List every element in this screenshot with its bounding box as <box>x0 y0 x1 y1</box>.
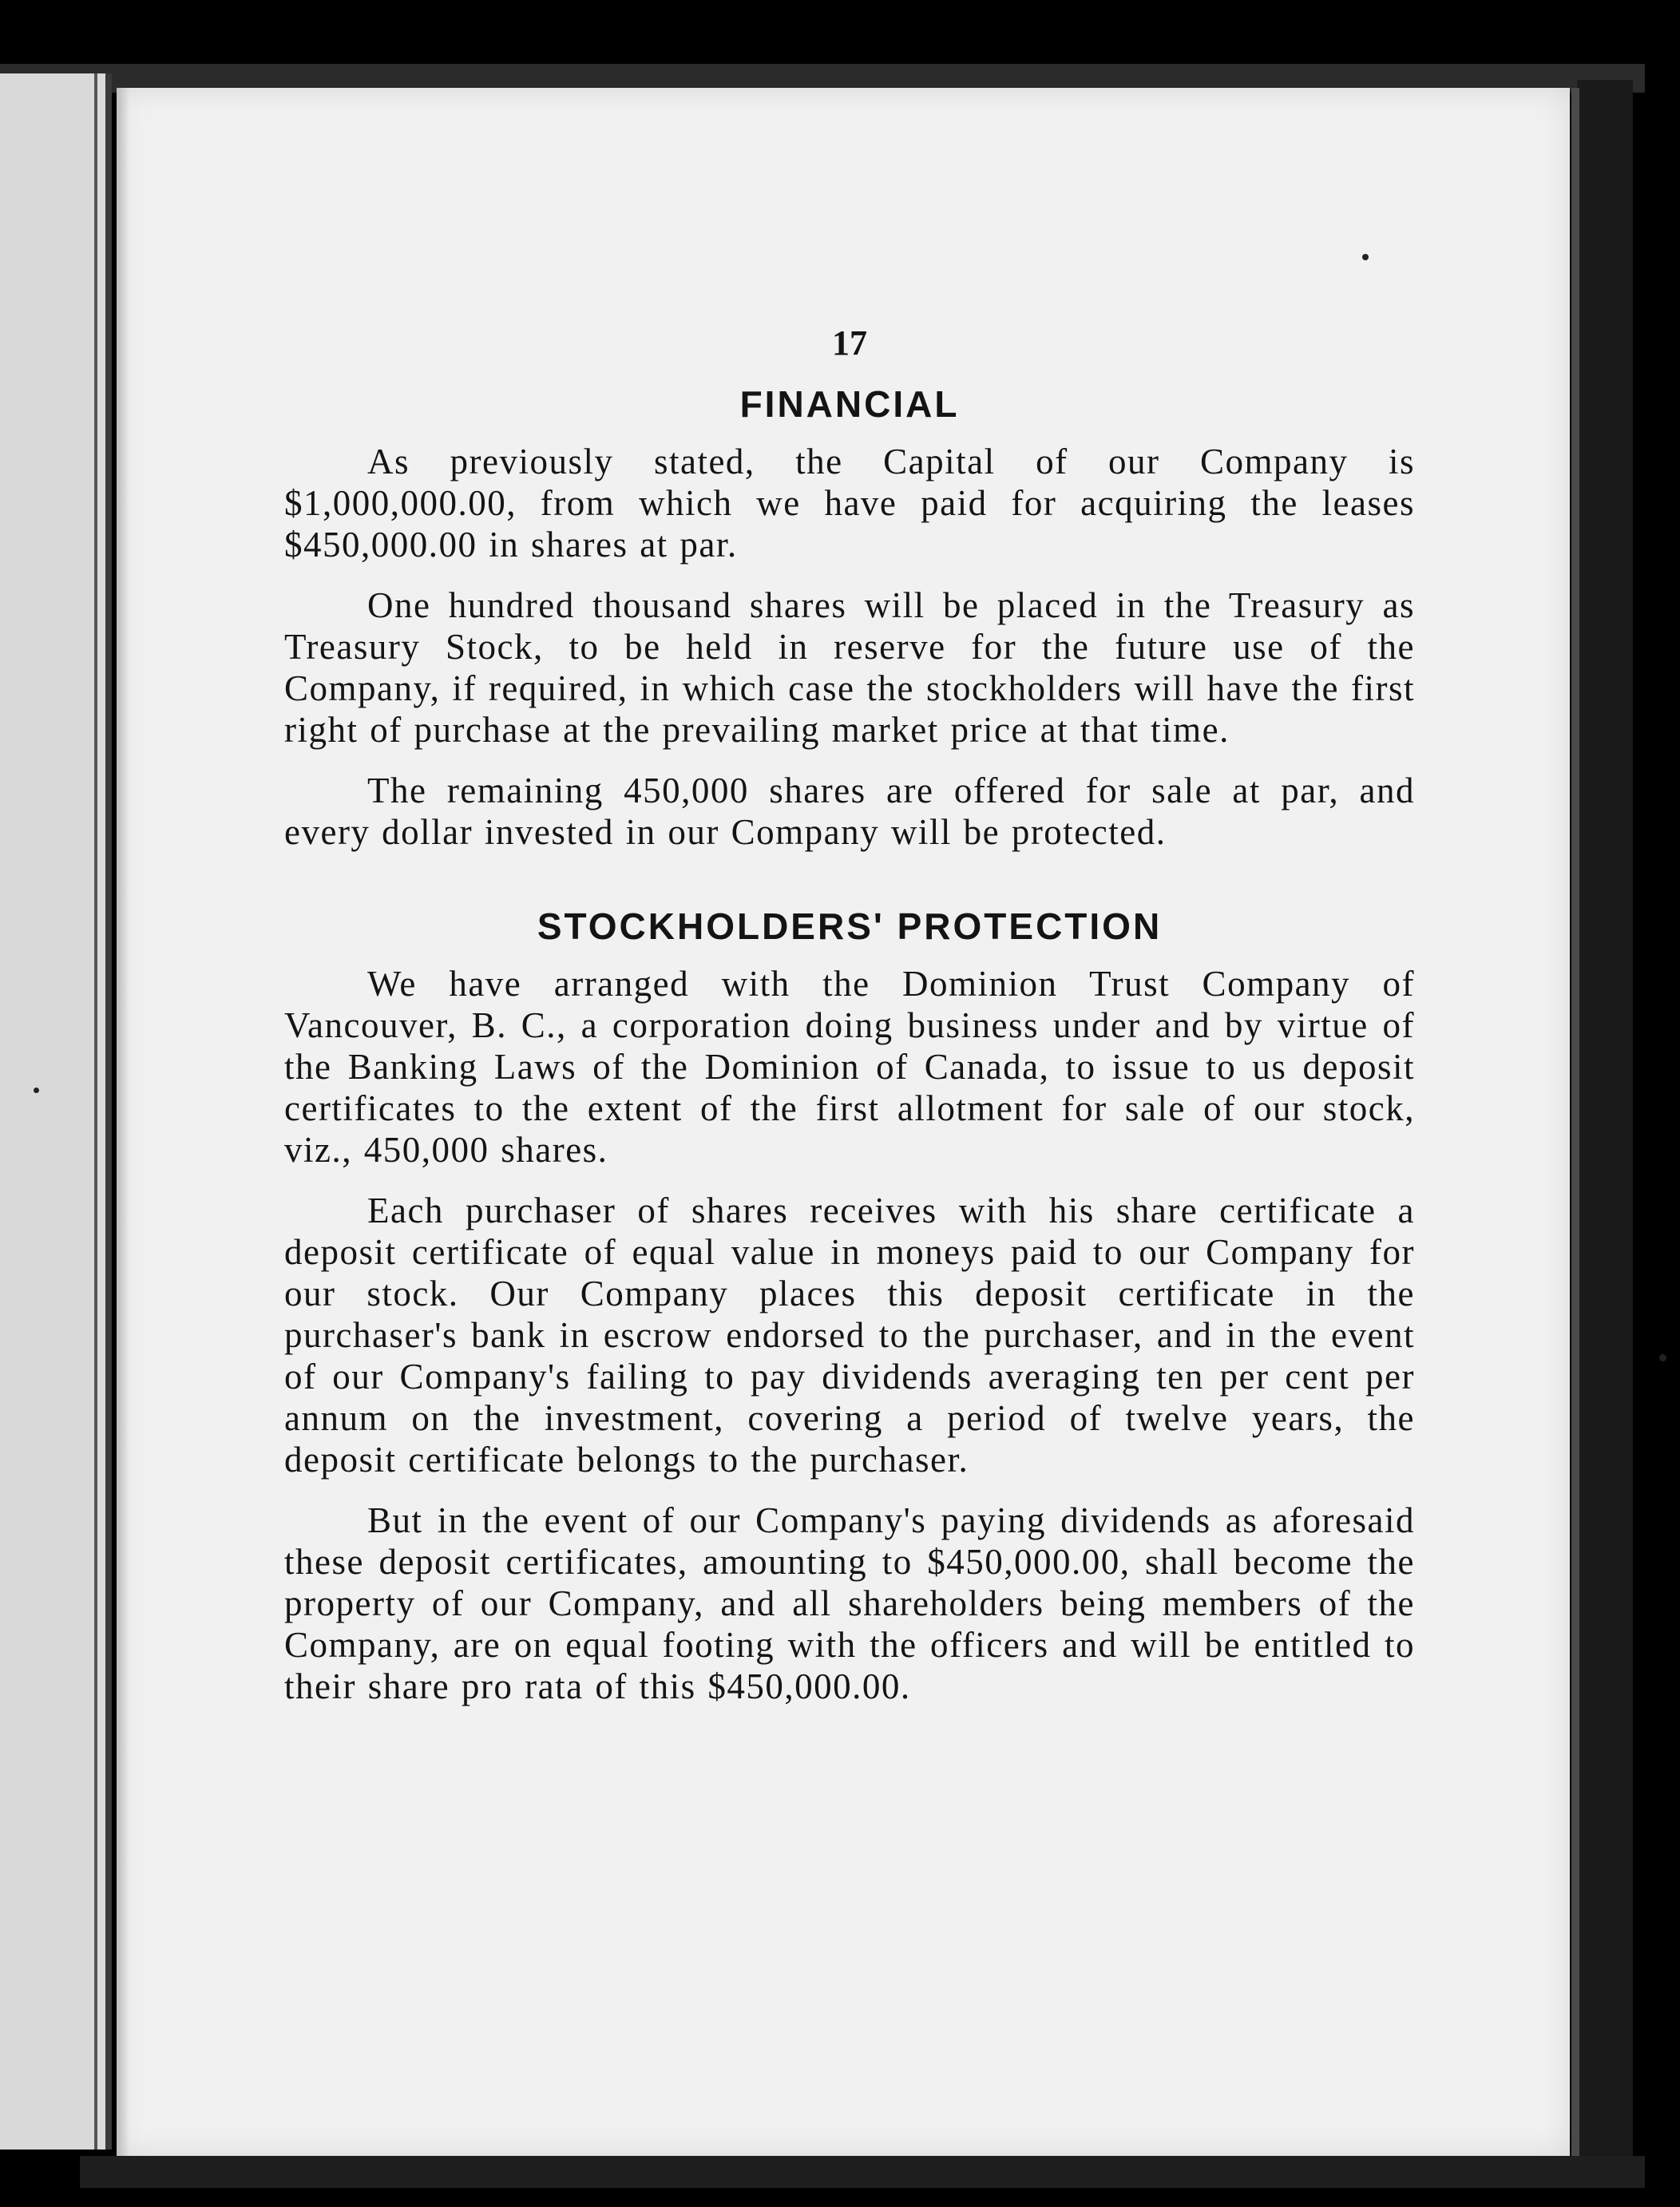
page-text <box>284 319 1415 1726</box>
paragraph: Each purchaser of shares receives with his share certificate a deposit certificate of equal value in moneys paid to our Company for our stock. Our Company places this deposit certificate in the purchaser's bank in escrow endorsed to the purchaser, and in the event of our Company's failing to pay dividends averaging ten per cent per annum on the investment, covering a period of twelve years, the deposit certificate belongs to the purchaser. <box>284 1191 1415 1480</box>
adjacent-page-edge <box>0 73 112 2150</box>
section-heading-financial: FINANCIAL <box>739 383 960 425</box>
paragraph: One hundred thousand shares will be placed in the Treasury as Treasury Stock, to be held in reserve for the future use of the Company, if required, in which case the stockholders will have the first right of purchase at the prevailing market price at that time. <box>284 585 1415 750</box>
page-edge-highlight <box>1571 88 1579 2180</box>
dust-speck <box>1362 254 1369 260</box>
paragraph: We have arranged with the Dominion Trust Company of Vancouver, B. C., a corporation doing business under and by virtue of the Banking Laws of the Dominion of Canada, to issue to us deposit certificates to the extent of the first allotment for sale of our stock, viz., 450,000 shares. <box>284 964 1415 1170</box>
scan-bottom-border <box>80 2156 1645 2188</box>
scan-right-border <box>1577 80 1633 2188</box>
paragraph: As previously stated, the Capital of our Company is $1,000,000.00, from which we have paid for acquiring the leases $450,000.00 in shares at par. <box>284 442 1415 565</box>
binding-line <box>94 73 97 2150</box>
dust-speck <box>1659 1354 1666 1361</box>
page-gutter-shadow <box>117 88 129 2156</box>
page-number: 17 <box>832 323 867 363</box>
paragraph: But in the event of our Company's paying dividends as aforesaid these deposit certificates, amounting to $450,000.00, shall become the property of our Company, and all shareholders being members of the Company, are on equal footing with the officers and will be entitled to their share pro rata of this $450,000.00. <box>284 1500 1415 1706</box>
paragraph: The remaining 450,000 shares are offered for sale at par, and every dollar invested in our Company will be protected. <box>284 771 1415 852</box>
dust-speck <box>34 1088 39 1093</box>
section-heading-stockholders-protection: STOCKHOLDERS' PROTECTION <box>537 905 1163 947</box>
